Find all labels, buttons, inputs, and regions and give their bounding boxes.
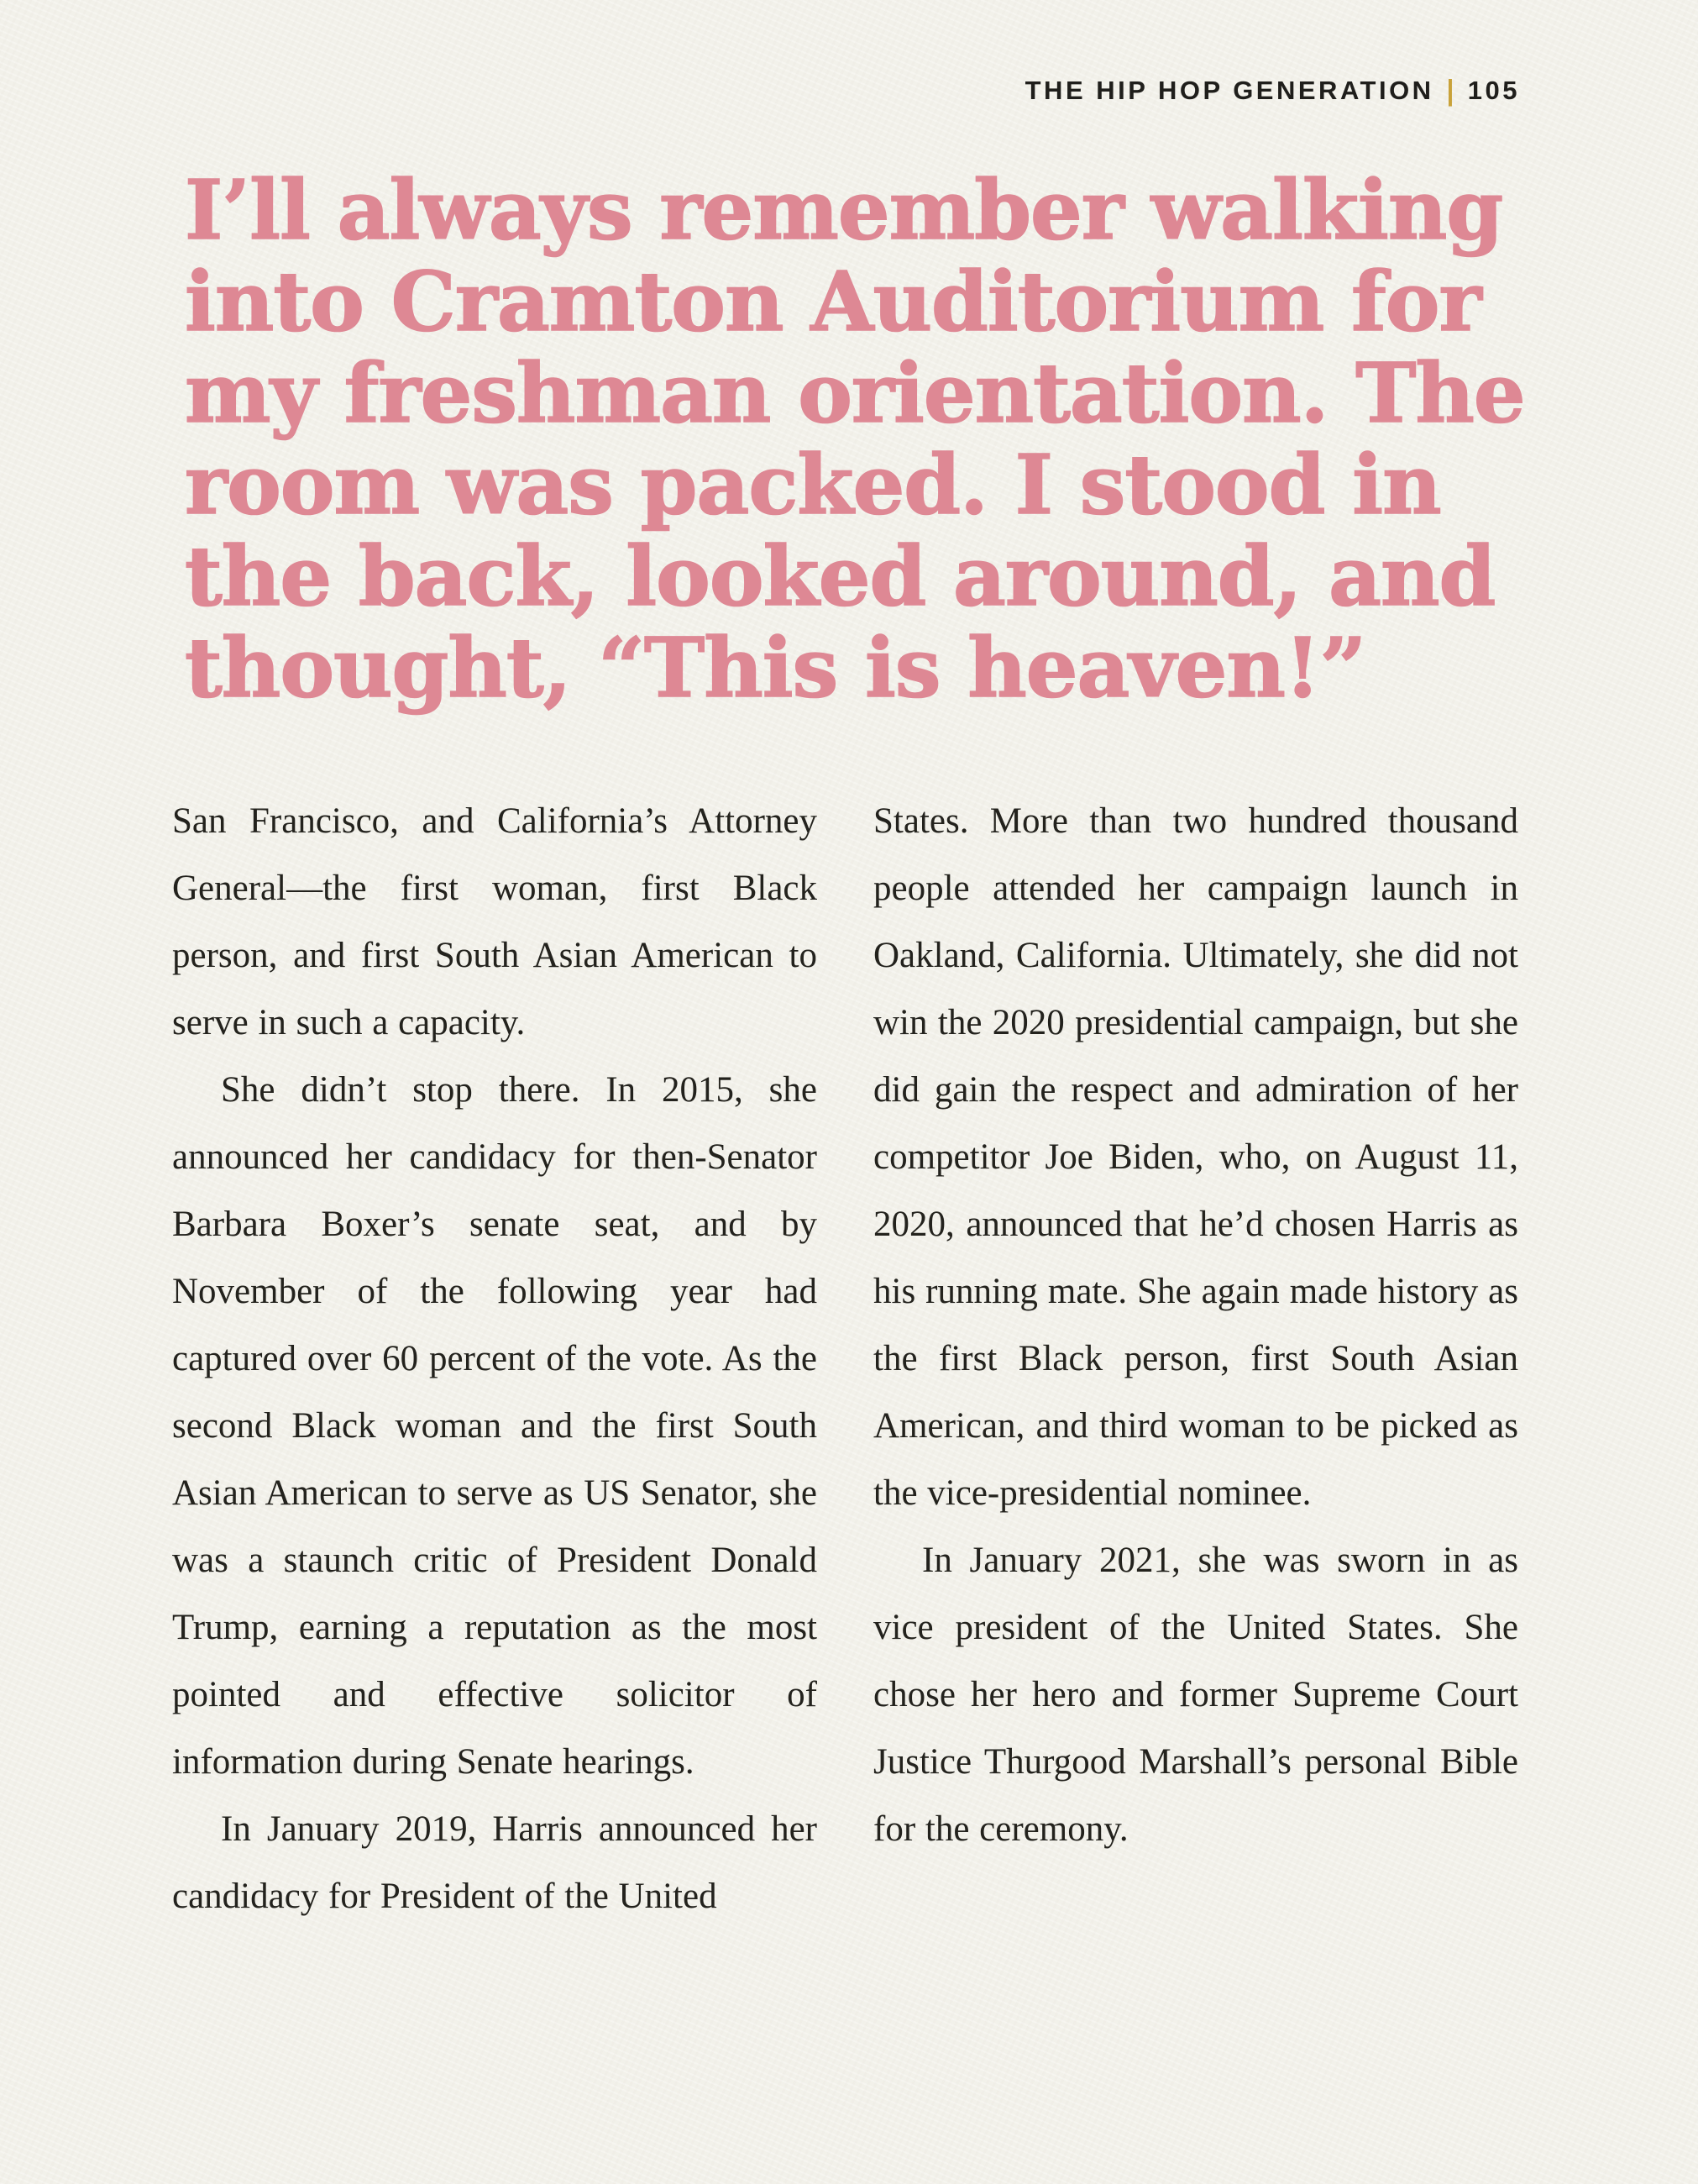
page-number: 105 (1467, 76, 1520, 105)
pull-quote-line: thought, “This is heaven!” (185, 620, 1366, 716)
body-paragraph: She didn’t stop there. In 2015, she announced her candidacy for then-Senator Barbara Boxer’s senate seat, and by November of the following year had captured over 60 percent of the vote. As the second Black woman and the first South Asian American to serve as US Senator, she was a staunch critic of President Donald Trump, earning a reputation as the most pointed and effective solicitor of information during Senate hearings. (172, 1070, 817, 1782)
pull-quote (185, 162, 1562, 716)
running-header (1025, 76, 1520, 106)
body-paragraph: In January 2019, Harris announced her candidacy for President of the United (172, 1809, 817, 1916)
chapter-title: THE HIP HOP GENERATION (1025, 76, 1434, 105)
pull-quote-line: my freshman orientation. The (185, 345, 1525, 441)
pull-quote-line: into Cramton Auditorium for (185, 254, 1481, 349)
pull-quote-line: the back, looked around, and (185, 528, 1496, 624)
text-column-right (873, 788, 1518, 1863)
body-paragraph: San Francisco, and California’s Attorney General—the first woman, first Black person, and first South Asian American to serve in such a capacity. (172, 801, 817, 1042)
body-paragraph: In January 2021, she was sworn in as vice president of the United States. She chose her hero and former Supreme Court Justice Thurgood Marshall’s personal Bible for the ceremony. (873, 1541, 1518, 1849)
body-paragraph: States. More than two hundred thousand people attended her campaign launch in Oakland, California. Ultimately, she did not win the 2020 presidential campaign, but she did gain the respect and admiration of her competitor Joe Biden, who, on August 11, 2020, announced that he’d chosen Harris as his running mate. She again made history as the first Black person, first South Asian American, and third woman to be picked as the vice-presidential nominee. (873, 801, 1518, 1513)
pull-quote-line: I’ll always remember walking (185, 162, 1503, 258)
text-column-left (172, 788, 817, 1930)
divider-bar: | (1446, 74, 1457, 107)
pull-quote-line: room was packed. I stood in (185, 437, 1441, 533)
